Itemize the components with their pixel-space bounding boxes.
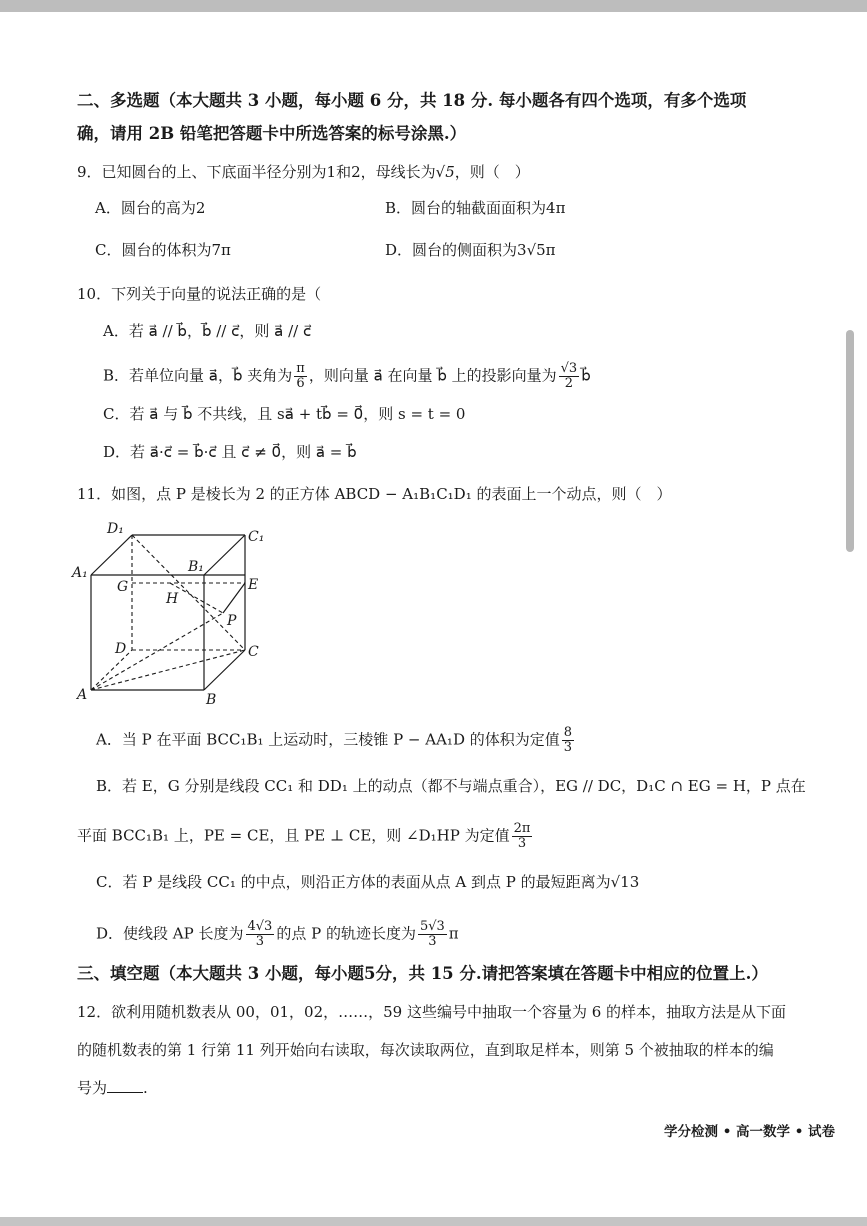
frac-denominator: 2 <box>564 376 574 391</box>
q11-option-b-line2 <box>77 822 534 851</box>
section2-heading-line2: 确，请用 2B 铅笔把答题卡中所选答案的标号涂黑.） <box>77 124 467 143</box>
q10-option-b-fraction2 <box>559 362 580 391</box>
q9-stem <box>77 162 530 182</box>
q10-stem: 10．下列关于向量的说法正确的是（ <box>77 285 322 303</box>
q11-option-d-fraction2 <box>418 920 447 949</box>
frac-denominator: 6 <box>296 376 305 391</box>
frac-numerator: 4√3 <box>247 919 273 934</box>
cube-figure <box>70 515 280 710</box>
q11-option-b-fraction <box>512 822 533 851</box>
frac-numerator: 8 <box>563 725 573 740</box>
frac-numerator: 5√3 <box>419 919 445 934</box>
q11-option-c <box>96 872 639 892</box>
q11-option-d-fraction1 <box>246 920 275 949</box>
q12-line2: 的随机数表的第 1 行第 11 列开始向右读取，每次读取两位，直到取足样本，则第 5 个被抽取的样本的编 <box>77 1041 774 1059</box>
q11-option-d-pi: π <box>448 924 459 943</box>
section3-heading: 三、填空题（本大题共 3 小题，每小题5分，共 15 分.请把答案填在答题卡中相应的位置上.） <box>77 964 768 983</box>
q11-option-d-text1: D．使线段 AP 长度为 <box>96 924 244 943</box>
q10-option-b-fraction1 <box>294 362 307 391</box>
answer-blank[interactable] <box>107 1078 143 1093</box>
label-A: A <box>77 687 88 703</box>
q10-option-b-text2: ，则向量 a⃗ 在向量 b⃗ 上的投影向量为 <box>308 366 557 385</box>
q10-option-a: A．若 a⃗ // b⃗，b⃗ // c⃗，则 a⃗ // c⃗ <box>103 322 312 340</box>
frac-denominator: 3 <box>517 836 527 851</box>
page-footer: 学分检测 • 高一数学 • 试卷 <box>664 1124 836 1140</box>
q9-option-d <box>385 240 556 260</box>
top-border-bar <box>0 0 867 12</box>
section2-heading-line1: 二、多选题（本大题共 3 小题，每小题 6 分，共 18 分. 每小题各有四个选项，有多个选项 <box>77 91 747 110</box>
label-E: E <box>248 577 259 593</box>
q12-line3 <box>77 1078 148 1098</box>
q11-option-a-fraction <box>562 726 574 755</box>
label-D: D <box>115 641 127 657</box>
q12-line3-end: . <box>143 1079 148 1097</box>
q10-option-b <box>103 362 591 391</box>
label-H: H <box>166 591 179 607</box>
q10-option-d: D．若 a⃗·c⃗ = b⃗·c⃗ 且 c⃗ ≠ 0⃗，则 a⃗ = b⃗ <box>103 443 357 461</box>
q10-option-c: C．若 a⃗ 与 b⃗ 不共线，且 sa⃗ + tb⃗ = 0⃗，则 s = t = 0 <box>103 405 466 423</box>
label-C: C <box>248 644 259 660</box>
q11-option-c-text: C．若 P 是线段 CC₁ 的中点，则沿正方体的表面从点 A 到点 P 的最短距离为 <box>96 873 611 891</box>
label-P: P <box>227 613 237 629</box>
frac-numerator: 2π <box>513 821 531 836</box>
frac-denominator: 3 <box>563 740 573 755</box>
q9-stem-sqrt: √5 <box>435 163 455 181</box>
q9-option-d-sqrt: √5π <box>526 241 556 259</box>
frac-denominator: 3 <box>428 934 437 949</box>
label-D1: D₁ <box>107 521 124 537</box>
q9-option-c: C．圆台的体积为7π <box>95 241 231 259</box>
q9-option-a: A．圆台的高为2 <box>95 199 206 217</box>
frac-numerator: √3 <box>560 361 578 376</box>
q12-line3-text: 号为 <box>77 1079 108 1097</box>
label-B1: B₁ <box>188 559 204 575</box>
scrollbar-thumb[interactable] <box>846 330 854 552</box>
label-A1: A₁ <box>72 565 88 581</box>
q11-stem: 11．如图，点 P 是棱长为 2 的正方体 ABCD − A₁B₁C₁D₁ 的表面上一个动点，则（ ） <box>77 485 672 503</box>
bottom-border-bar <box>0 1217 867 1226</box>
q11-option-d <box>96 920 459 949</box>
q11-option-b-text: 平面 BCC₁B₁ 上，PE = CE，且 PE ⊥ CE，则 ∠D₁HP 为定值 <box>77 826 510 845</box>
q9-option-d-text: D．圆台的侧面积为3 <box>385 241 527 259</box>
q11-option-a-text: A．当 P 在平面 BCC₁B₁ 上运动时，三棱锥 P − AA₁D 的体积为定值 <box>96 730 560 749</box>
q9-stem-text: 9．已知圆台的上、下底面半径分别为1和2，母线长为 <box>77 163 436 181</box>
q9-stem-end: ，则（ ） <box>454 163 530 181</box>
label-G: G <box>117 579 129 595</box>
q11-option-c-sqrt: √13 <box>610 873 640 891</box>
frac-denominator: 3 <box>255 934 265 949</box>
frac-numerator: π <box>296 361 305 376</box>
q11-option-a <box>96 726 576 755</box>
q11-option-b-line1: B．若 E，G 分别是线段 CC₁ 和 DD₁ 上的动点（都不与端点重合），EG // DC，D₁C ∩ EG = H，P 点在 <box>96 777 806 795</box>
label-B: B <box>206 692 217 708</box>
q9-option-b: B．圆台的轴截面面积为4π <box>385 199 566 217</box>
q12-line1: 12．欲利用随机数表从 00，01，02，……，59 这些编号中抽取一个容量为 6 的样本，抽取方法是从下面 <box>77 1003 787 1021</box>
q10-option-b-text1: B．若单位向量 a⃗，b⃗ 夹角为 <box>103 366 293 385</box>
q10-option-b-vector: b⃗ <box>581 366 591 385</box>
label-C1: C₁ <box>248 529 265 545</box>
q11-option-d-text2: 的点 P 的轨迹长度为 <box>276 924 416 943</box>
